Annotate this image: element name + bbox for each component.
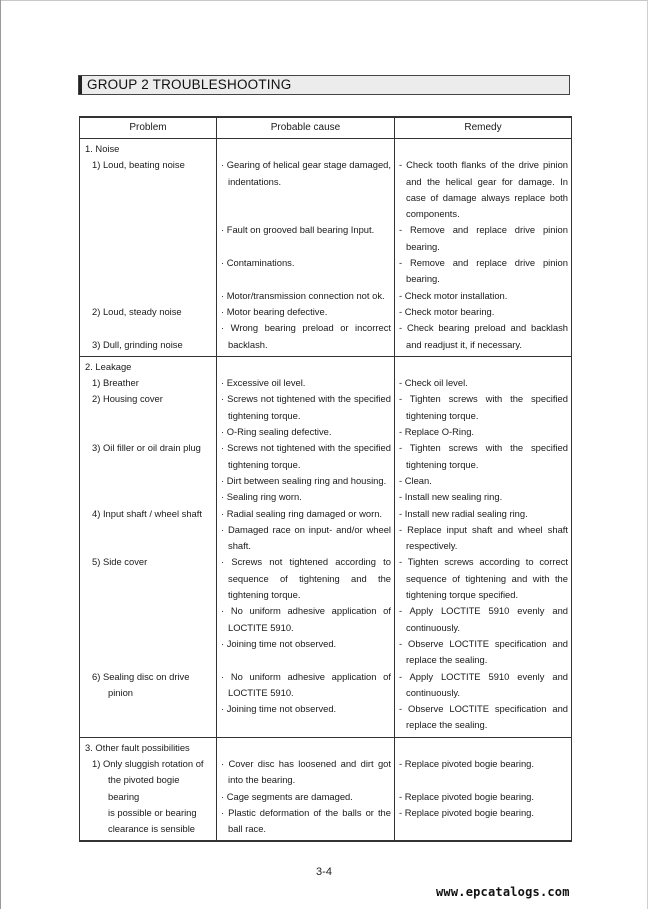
problem-item: 1) Breather [92,377,139,389]
cause-cell [217,356,395,737]
cause-item: · Plastic deformation of the balls or the ball race. [221,806,391,835]
cause-item: · Gearing of helical gear stage damaged, indentations. [221,159,391,187]
problem-item: 6) Sealing disc on drive [92,670,190,682]
group-title-bar [79,76,82,94]
remedy-item: - Replace input shaft and wheel shaft respectively. [399,523,568,552]
problem-item: 1) Loud, beating noise [92,159,185,171]
cause-item: · Joining time not observed. [221,703,337,715]
section-title: 1. Noise [85,143,120,154]
remedy-item: - Observe LOCTITE specification and replace the sealing. [399,637,568,666]
cause-item: · Wrong bearing preload or incorrect backlash. [221,322,391,350]
problem-item-cont: the pivoted bogie bearing [108,774,180,802]
cause-item: · Fault on grooved ball bearing Input. [221,224,375,236]
cause-item: · Motor bearing defective. [221,305,328,317]
cause-item: · Screws not tightened with the specified tightening torque. [221,393,391,421]
problem-cell [80,139,217,357]
header-cause: Probable cause [217,117,395,139]
remedy-cell [395,737,572,841]
remedy-item: - Check motor installation. [399,289,508,301]
remedy-item: - Check bearing preload and backlash and readjust it, if necessary. [399,322,568,350]
table-row-noise [80,139,572,357]
cause-item: · Cover disc has loosened and dirt got into the bearing. [221,757,391,786]
remedy-item: - Tighten screws with the specified tightening torque. [399,393,568,421]
table-row-other [80,737,572,841]
remedy-item: - Tighten screws according to correct sequence of tightening and with the tightening torque specified. [399,556,568,601]
header-problem: Problem [80,117,217,139]
remedy-item: - Replace O-Ring. [399,426,475,438]
section-title: 3. Other fault possibilities [85,741,190,753]
cause-cell [217,737,395,841]
cause-item: · Cage segments are damaged. [221,790,353,802]
cause-item: · Dirt between sealing ring and housing. [221,474,387,486]
problem-item: 3) Dull, grinding noise [92,338,183,350]
problem-item: 4) Input shaft / wheel shaft [92,507,202,519]
cause-item: · No uniform adhesive application of LOCTITE 5910. [221,670,391,698]
header-remedy: Remedy [395,117,572,139]
cause-item: · Screws not tightened according to sequence of tightening and the tightening torque. [221,556,391,601]
cause-item: · Motor/transmission connection not ok. [221,289,385,301]
watermark-url: www.epcatalogs.com [436,885,570,899]
group-title: GROUP 2 TROUBLESHOOTING [87,77,292,92]
remedy-item: - Remove and replace drive pinion bearing. [399,257,568,285]
remedy-item: - Remove and replace drive pinion bearing. [399,224,568,252]
section-title: 2. Leakage [85,360,132,372]
problem-item: 3) Oil filler or oil drain plug [92,442,201,454]
remedy-item: - Apply LOCTITE 5910 evenly and continuously. [399,605,568,633]
remedy-item: - Replace pivoted bogie bearing. [399,806,534,818]
remedy-cell [395,356,572,737]
remedy-cell [395,139,572,357]
problem-item-cont: pinion [108,686,134,698]
troubleshooting-table [79,116,572,842]
problem-item-cont: is possible or bearing [108,806,197,818]
table-header-row [80,117,572,139]
cause-item: · Screws not tightened with the specified tightening torque. [221,442,391,470]
problem-cell [80,356,217,737]
remedy-item: - Check oil level. [399,377,468,389]
problem-item: 1) Only sluggish rotation of [92,757,204,769]
problem-cell [80,737,217,841]
problem-item: 2) Housing cover [92,393,163,405]
remedy-item: - Replace pivoted bogie bearing. [399,757,534,769]
remedy-item: - Check motor bearing. [399,305,495,317]
remedy-item: - Install new sealing ring. [399,491,503,503]
table-row-leakage [80,356,572,737]
cause-item: · No uniform adhesive application of LOCTITE 5910. [221,605,391,633]
remedy-item: - Install new radial sealing ring. [399,507,528,519]
remedy-item: - Tighten screws with the specified tightening torque. [399,442,568,470]
page-number: 3-4 [316,866,332,878]
cause-item: · Sealing ring worn. [221,491,302,503]
page-frame-left [0,0,1,909]
problem-item: 5) Side cover [92,556,148,568]
cause-item: · Radial sealing ring damaged or worn. [221,507,383,519]
remedy-item: - Clean. [399,474,432,486]
problem-item-cont: clearance is sensible [108,823,196,835]
page-frame-top [0,0,648,1]
cause-item: · Contaminations. [221,257,295,269]
remedy-item: - Observe LOCTITE specification and replace the sealing. [399,703,568,731]
problem-item: 2) Loud, steady noise [92,305,182,317]
cause-cell [217,139,395,357]
remedy-item: - Replace pivoted bogie bearing. [399,790,534,802]
cause-item: · Excessive oil level. [221,377,306,389]
remedy-item: - Apply LOCTITE 5910 evenly and continuously. [399,670,568,698]
cause-item: · O-Ring sealing defective. [221,426,332,438]
remedy-item: - Check tooth flanks of the drive pinion and the helical gear for damage. In case of damage always replace both components. [399,159,568,220]
cause-item: · Damaged race on input- and/or wheel shaft. [221,523,391,552]
cause-item: · Joining time not observed. [221,637,337,649]
group-title-box [78,75,570,95]
